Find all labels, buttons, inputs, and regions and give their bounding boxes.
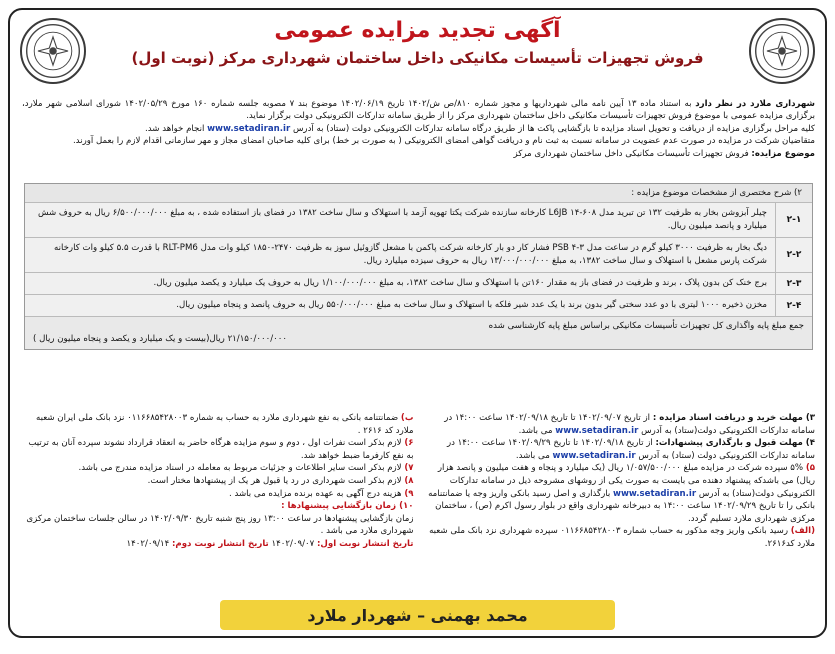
intro-text-1: به استناد ماده ۱۳ آیین نامه مالی شهرداریها و مجوز شماره ۸۱۰/ص ش/۱۴۰۲ تاریخ ۱۴۰۲/۰۶/۱۹ موضوع بند ۷ مصوبه جلسه شماره ۱۶۰ مورخ ۱۴۰۲/۰۵/۲۹ شورای اسلامی شهر ملارد، برگزاری مزایده عمومی با موضوع فروش تجهیزات تأسیسات مکانیکی داخل ساختمان شهرداری مرکز را از طریق سامانه تدارکات الکترونیکی دولت برگزار نماید.: [22, 99, 815, 122]
item-9-label: ۹): [404, 488, 414, 499]
subject-label: موضوع مزایده:: [751, 148, 815, 159]
subject-line: [22, 148, 815, 160]
item-4-label: ۴) مهلت قبول و بارگذاری پیشنهادات:: [655, 438, 815, 449]
item-5-end: بارگذاری و اصل رسید بانکی واریز وجه یا ضمانتنامه بانکی را تا تاریخ ۱۴۰۲/۰۹/۲۹ ساعت ۱۴:۰۰ به دبیرخانه شهرداری واقع در بلوار رسول اکرم (ص) ، ساختمان مرکزی شهرداری ملارد تسلیم گردد.: [428, 488, 815, 524]
table-row: [25, 295, 812, 317]
item-b-text: ضمانتنامه بانکی به نفع شهرداری ملارد به حساب به شماره ۰۱۱۶۶۸۵۴۲۸۰۰۳ نزد بانک ملی ایران شعبه ملارد کد ۲۶۱۶ .: [36, 413, 414, 436]
item-alef: [424, 525, 816, 550]
item-3: [424, 412, 816, 437]
items-table: [24, 183, 813, 350]
notice-subtitle: فروش تجهیزات تأسیسات مکانیکی داخل ساختمان شهرداری مرکز (نوبت اول): [131, 49, 704, 67]
intro-text-2-end: انجام خواهد شد.: [145, 123, 205, 134]
sum-line-2: ۲۱/۱۵۰/۰۰۰/۰۰۰ ریال(بیست و یک میلیارد و یکصد و پنجاه میلیون ریال ): [33, 334, 288, 344]
notice-title: آگهی تجدید مزایده عمومی: [274, 18, 561, 43]
item-5-label: ۵): [805, 463, 815, 474]
intro-paragraph-3: متقاضیان شرکت در مزایده در صورت عدم عضویت در سامانه نسبت به ثبت نام و دریافت گواهی امضای الکترونیکی ( به صورت بر خط) برای کلیه صاحبان امضای مجاز و مهر سازمانی اقدام لازم را بعمل آورند.: [72, 136, 815, 147]
pub1-label: تاریخ انتشار نوبت اول:: [316, 538, 414, 549]
intro-lead: شهرداری ملارد در نظر دارد: [695, 99, 816, 109]
item-3-end: می باشد.: [518, 425, 553, 436]
conditions-columns: [22, 412, 815, 551]
item-5-text: ۵% سپرده شرکت در مزایده مبلغ ۱/۰۵۷/۵۰۰/۰۰۰ ریال (یک میلیارد و پنجاه و هفت میلیون و پانصد هزار ریال) می باشدکه پیشنهاد دهنده می بایست به صورت یکی از روشهای مشروحه ذیل در سامانه تدارکات الکترونیکی دولت(ستاد) به آدرس: [437, 463, 815, 499]
item-4-text: از تاریخ ۱۴۰۲/۰۹/۱۸ تا تاریخ ۱۴۰۲/۰۹/۲۹ ساعت ۱۴:۰۰ در سامانه تدارکات الکترونیکی دولت (ستاد) به آدرس: [446, 438, 815, 461]
item-8-label: ۸): [404, 475, 414, 486]
intro-section: [22, 98, 815, 160]
intro-paragraph-1: [22, 98, 815, 123]
item-10-body: زمان بازگشایی پیشنهادها در ساعت ۱۳:۰۰ روز پنج شنبه تاریخ ۱۴۰۲/۰۹/۳۰ در سالن جلسات ساختمان مرکزی شهرداری ملارد می باشد .: [26, 513, 414, 537]
item-9-text: هزینه درج آگهی به عهده برنده مزایده می باشد .: [229, 488, 402, 499]
row-text: مخزن ذخیره ۱۰۰۰ لیتری با دو عدد سختی گیر بدون برند با یک عدد شیر فلکه با استهلاک و سال ساخت به مبلغ ۵۵۰/۰۰۰/۰۰۰ ریال به حروف پانصد و پنجاه میلیون ریال.: [176, 300, 767, 310]
table-row: [25, 273, 812, 295]
items-table-heading: ۲) شرح مختصری از مشخصات موضوع مزایده :: [25, 184, 812, 203]
item-b-label: ب): [400, 413, 414, 423]
item-6-label: ۶): [404, 438, 414, 449]
pub2-date: ۱۴۰۲/۰۹/۱۴: [126, 538, 170, 549]
pub1-date: ۱۴۰۲/۰۹/۰۷: [271, 538, 315, 549]
conditions-left-column: [22, 412, 414, 551]
item-b: [22, 412, 414, 437]
item-3-label: ۳) مهلت خرید و دریافت اسناد مزایده :: [652, 413, 815, 423]
item-4: [424, 437, 816, 462]
item-10-label: ۱۰) زمان بازگشایی پیشنهادها :: [281, 501, 414, 512]
intro-paragraph-2: [22, 123, 815, 135]
item-alef-label: (الف): [790, 526, 815, 537]
item-5: [424, 462, 816, 525]
item-6-text: لازم بذکر است نفرات اول ، دوم و سوم مزایده هرگاه حاضر به انعقاد قرارداد نشوند سپرده آنان به ترتیب به نفع کارفرما ضبط خواهد شد.: [28, 438, 414, 461]
row-number: ۲-۳: [775, 273, 812, 294]
setadiran-link[interactable]: www.setadiran.ir: [552, 450, 636, 461]
mayor-signature-banner: محمد بهمنی – شهردار ملارد: [220, 600, 615, 630]
setadiran-link[interactable]: www.setadiran.ir: [555, 425, 639, 436]
subject-text: فروش تجهیزات تأسیسات مکانیکی داخل ساختمان شهرداری مرکز: [513, 148, 749, 159]
row-number: ۲-۲: [775, 238, 812, 272]
row-number: ۲-۴: [775, 295, 812, 316]
row-number: ۲-۱: [775, 203, 812, 237]
item-7-label: ۷): [404, 463, 414, 474]
setadiran-link[interactable]: www.setadiran.ir: [207, 123, 291, 134]
item-10: [22, 500, 414, 513]
item-3-text: از تاریخ ۱۴۰۲/۰۹/۰۷ تا تاریخ ۱۴۰۲/۰۹/۱۸ ساعت ۱۴:۰۰ در سامانه تدارکات الکترونیکی دولت(ستاد) به آدرس: [444, 413, 815, 436]
intro-text-2: کلیه مراحل برگزاری مزایده از دریافت و تحویل اسناد مزایده تا بازگشایی پاکت ها از طریق درگاه سامانه تدارکات الکترونیکی دولت (ستاد) به آدرس: [292, 123, 815, 134]
municipality-emblem-right: [749, 18, 815, 84]
conditions-right-column: [424, 412, 816, 551]
publication-dates: [22, 538, 414, 551]
row-text: چیلر آبزوشن بخار به ظرفیت ۱۳۲ تن تبرید مدل ۶۰۸-L6JB ۱۴ کارخانه سازنده شرکت یکتا تهویه آزمد با استهلاک و سال ساخت ۱۳۸۲ در فضای باز استفاده شده ، به مبلغ ۶/۵۰۰/۰۰۰/۰۰۰ ریال به حروف شش میلیارد و پانصد میلیون ریال.: [38, 208, 767, 231]
pub2-label: تاریخ انتشار نوبت دوم:: [171, 538, 269, 549]
table-row: [25, 238, 812, 273]
municipality-emblem-left: [20, 18, 86, 84]
newspaper-notice: [8, 8, 827, 638]
item-alef-text: رسید بانکی واریز وجه مذکور به حساب شماره ۰۱۱۶۶۸۵۴۲۸۰۰۳ سپرده شهرداری نزد بانک ملی شعبه ملارد کد۲۶۱۶.: [429, 526, 815, 549]
row-text: برج خنک کن بدون پلاک ، برند و ظرفیت در فضای باز به مقدار ۱۶۰تن با استهلاک و سال ساخت ۱۳۸۲، به مبلغ ۱/۱۰۰/۰۰۰/۰۰۰ ریال به حروف یک میلیارد و یکصد میلیون ریال.: [153, 278, 767, 288]
item-8: [22, 475, 414, 488]
item-4-end: می باشد.: [515, 450, 550, 461]
sum-text: [25, 317, 812, 349]
table-sum-row: [25, 317, 812, 349]
item-7-text: لازم بذکر است سایر اطلاعات و جزئیات مربوط به معامله در اسناد مزایده مندرج می باشد.: [78, 463, 402, 474]
table-row: [25, 203, 812, 238]
item-9: [22, 488, 414, 501]
item-6: [22, 437, 414, 462]
setadiran-link[interactable]: www.setadiran.ir: [613, 488, 697, 499]
item-8-text: لازم بذکر است شهرداری در رد یا قبول هر یک از پیشنهادها مختار است.: [147, 475, 402, 486]
row-text: دیگ بخار به ظرفیت ۳۰۰۰ کیلو گرم در ساعت مدل ۳-۴ PSB فشار کار دو بار کارخانه شرکت پاکمن با مشعل گازوئیل سوز به ظرفیت ۲۴۷۰-۱۸۵۰ کیلو وات مدل RLT-PM6 با قدرت ۵.۵ کیلو وات کارخانه شرکت پارس مشعل با استهلاک و سال ساخت ۱۳۸۲، به مبلغ ۱۳/۰۰۰/۰۰۰/۰۰۰ ریال به حروف سیزده میلیارد ریال.: [54, 243, 767, 266]
item-7: [22, 462, 414, 475]
sum-line-1: جمع مبلغ پایه واگذاری کل تجهیزات تأسیسات مکانیکی براساس مبلغ پایه کارشناسی شده: [488, 321, 804, 331]
